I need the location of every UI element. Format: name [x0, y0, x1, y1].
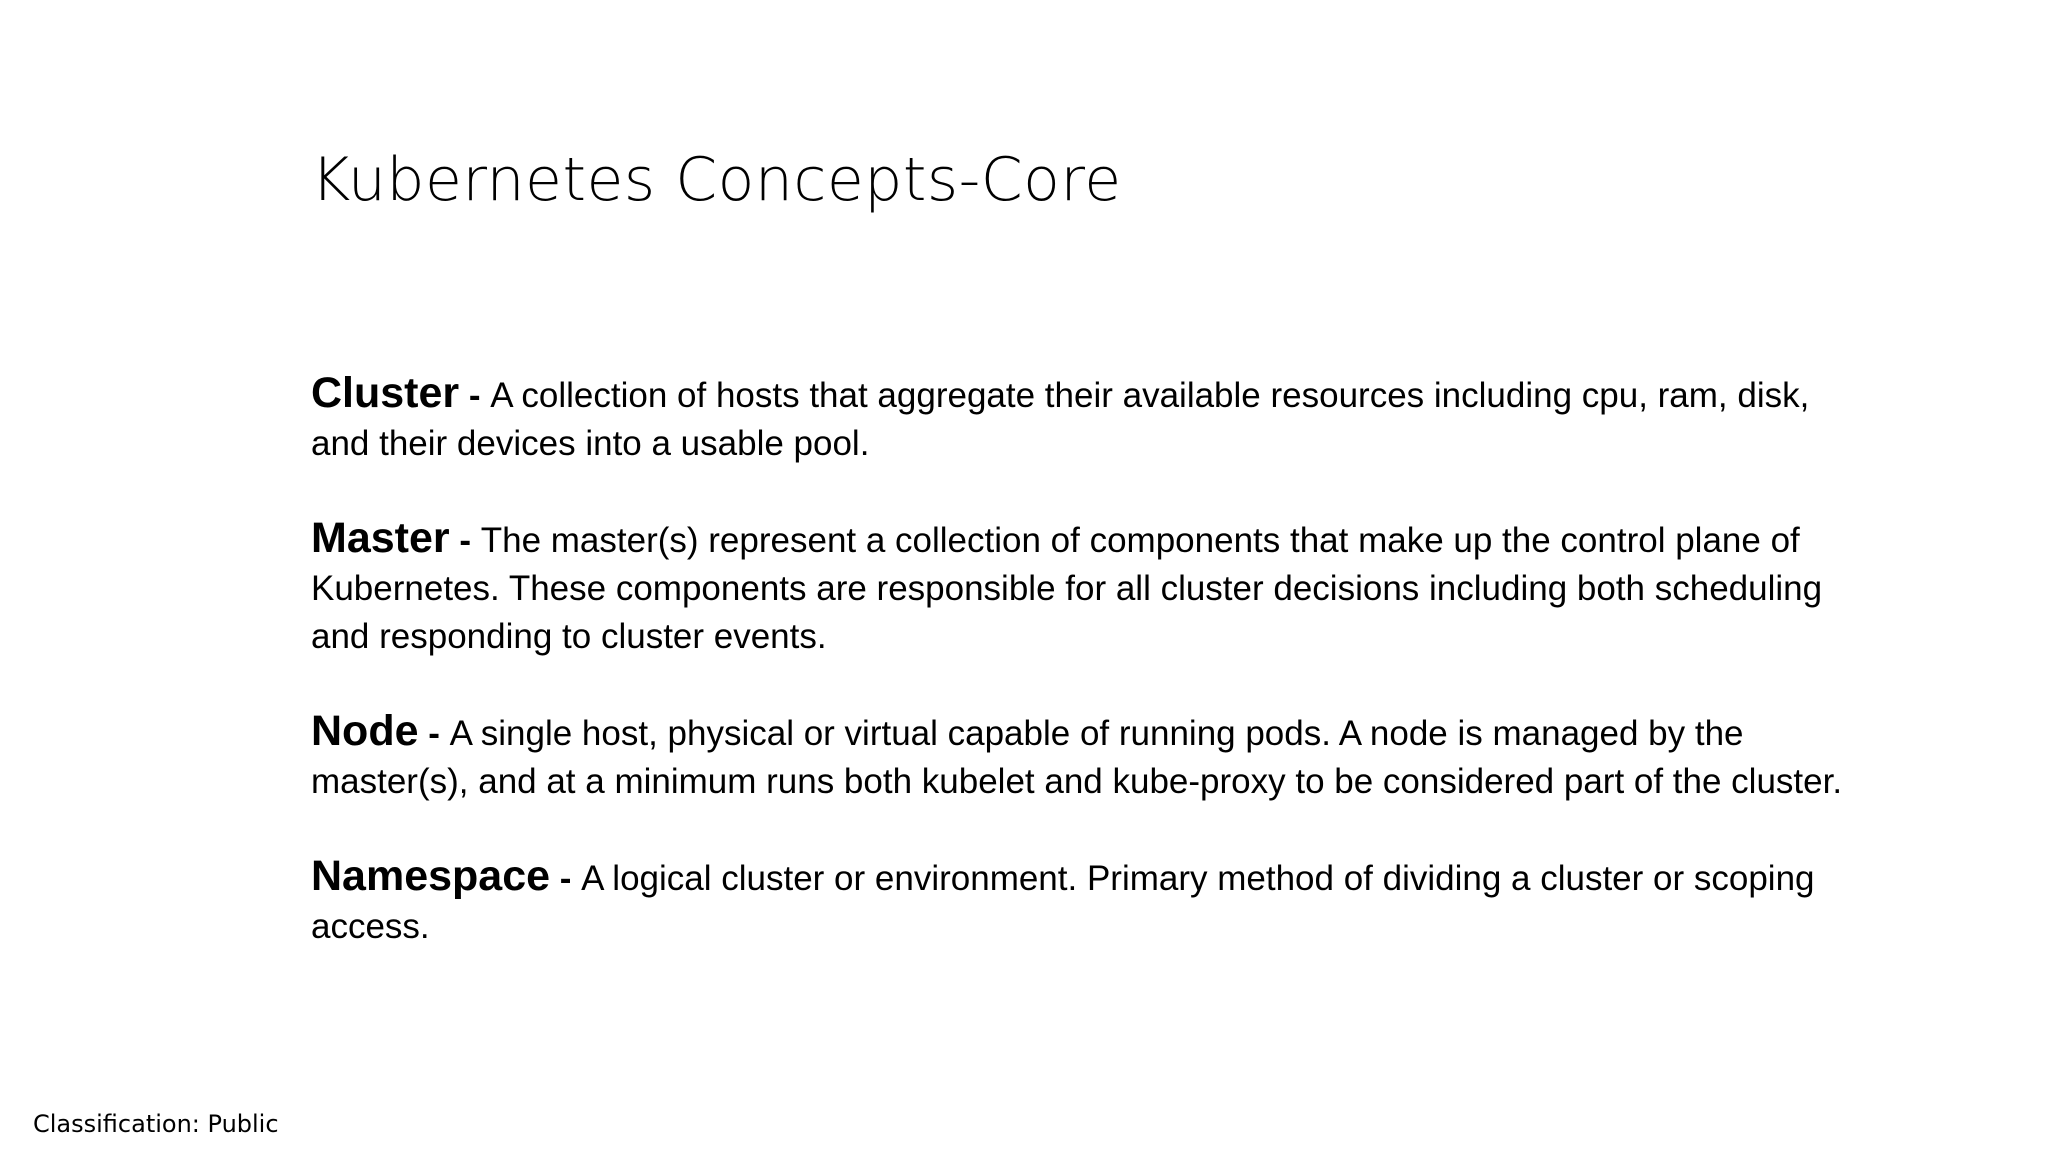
separator: -: [449, 521, 481, 560]
definition-master: [311, 514, 1871, 661]
definition-namespace: [311, 852, 1871, 951]
description-master: The master(s) represent a collection of components that make up the control plane of Kubernetes. These components are responsible for all cluster decisions including both scheduling and responding to cluster events.: [311, 521, 1823, 656]
term-cluster: Cluster: [311, 369, 460, 417]
slide-title: Kubernetes Concepts-Core: [311, 145, 1122, 215]
classification-label: Classification: Public: [33, 1110, 279, 1138]
separator: -: [459, 376, 491, 415]
description-node: A single host, physical or virtual capable of running pods. A node is managed by the master(s), and at a minimum runs both kubelet and kube-proxy to be considered part of the cluster.: [311, 714, 1843, 801]
description-cluster: A collection of hosts that aggregate their available resources including cpu, ram, disk, and their devices into a usable pool.: [311, 376, 1810, 463]
description-namespace: A logical cluster or environment. Primary method of dividing a cluster or scoping access.: [311, 859, 1815, 946]
term-master: Master: [311, 514, 450, 562]
separator: -: [550, 859, 582, 898]
definition-node: [311, 707, 1871, 806]
term-node: Node: [311, 707, 419, 755]
definition-list: [311, 369, 1871, 997]
definition-cluster: [311, 369, 1871, 468]
term-namespace: Namespace: [311, 852, 551, 900]
separator: -: [418, 714, 450, 753]
